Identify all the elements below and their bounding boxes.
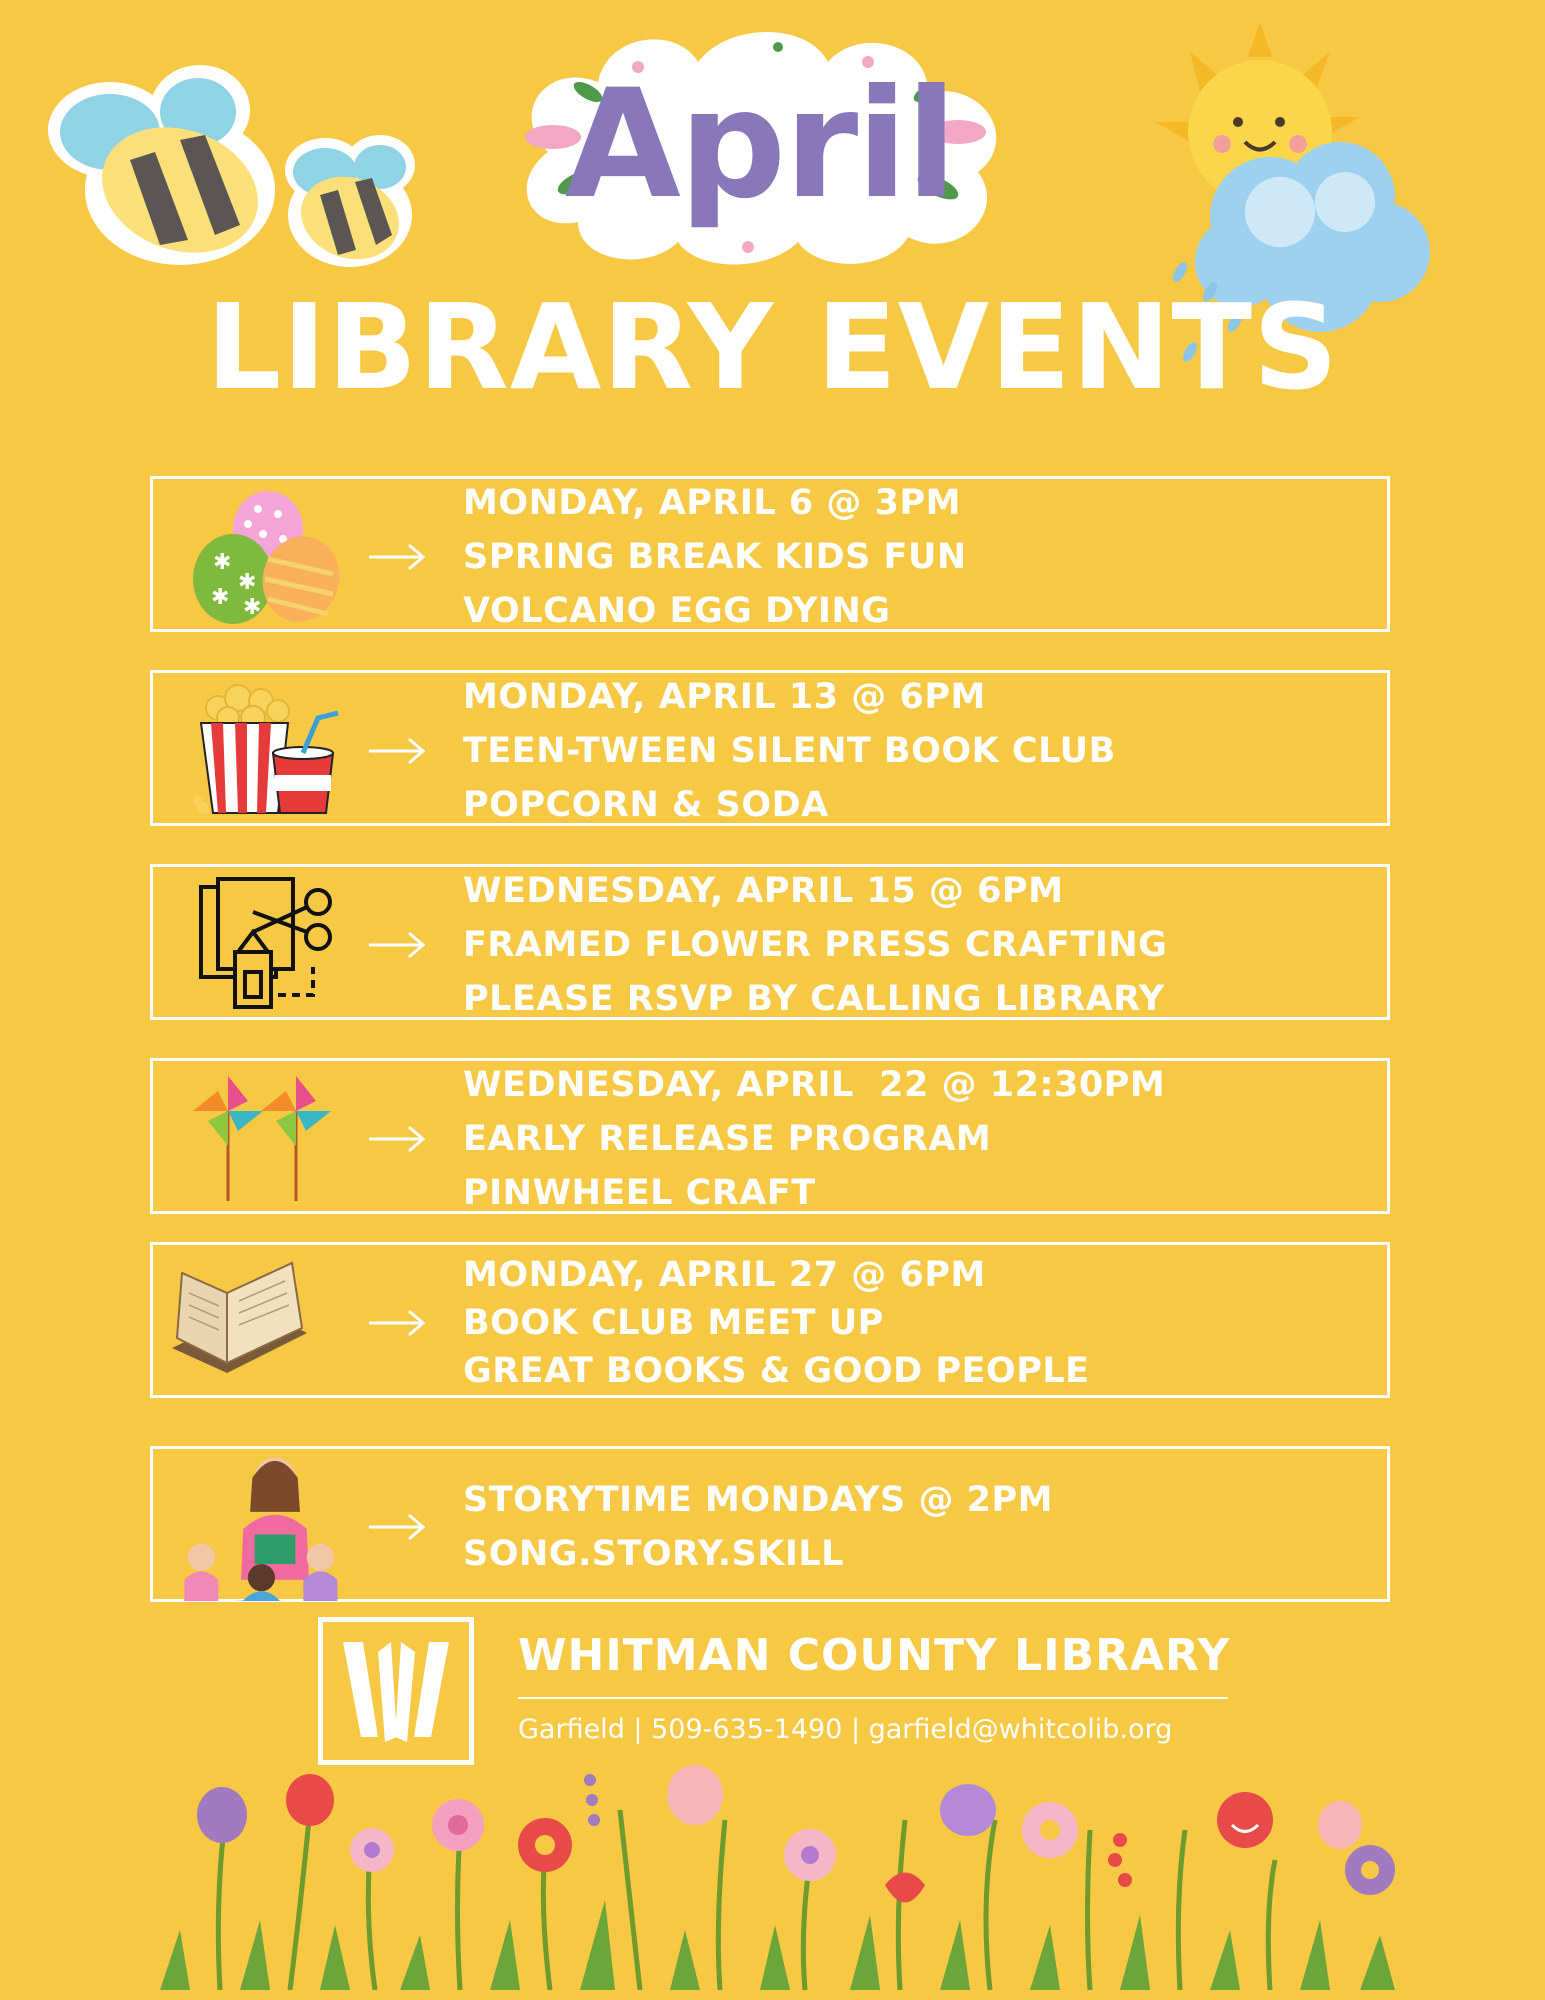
- event-date: MONDAY, APRIL 13 @ 6PM: [463, 677, 986, 717]
- arrow-right-icon: [365, 1507, 429, 1547]
- bees-illustration: [30, 40, 430, 280]
- event-card: [150, 1242, 1390, 1398]
- footer-divider: [518, 1697, 1228, 1699]
- event-card: [150, 670, 1390, 826]
- library-logo-mark: [323, 1622, 469, 1760]
- event-date: WEDNESDAY, APRIL 22 @ 12:30PM: [463, 1065, 1166, 1105]
- event-details: [463, 479, 1363, 635]
- svg-text:✱: ✱: [238, 570, 257, 595]
- event-subtitle: VOLCANO EGG DYING: [463, 591, 891, 631]
- library-events-headline: LIBRARY EVENTS: [206, 278, 1339, 416]
- storytime-icon: [173, 1441, 343, 1601]
- event-subtitle: GREAT BOOKS & GOOD PEOPLE: [463, 1351, 1090, 1391]
- flowers-decoration: [160, 1750, 1420, 1990]
- event-subtitle: POPCORN & SODA: [463, 785, 829, 825]
- event-title: SPRING BREAK KIDS FUN: [463, 537, 967, 577]
- arrow-right-icon: [365, 731, 429, 771]
- library-logo: [318, 1617, 474, 1765]
- event-details: [463, 673, 1363, 829]
- event-title: FRAMED FLOWER PRESS CRAFTING: [463, 925, 1168, 965]
- svg-text:✱: ✱: [211, 585, 230, 610]
- arrow-right-icon: [365, 537, 429, 577]
- event-card: [150, 864, 1390, 1020]
- event-title: EARLY RELEASE PROGRAM: [463, 1119, 992, 1159]
- event-details: [463, 1449, 1363, 1605]
- popcorn-soda-icon: [193, 683, 343, 819]
- event-details: [463, 1245, 1363, 1401]
- easter-eggs-icon: [193, 489, 343, 625]
- pinwheel-icon: [193, 1071, 343, 1207]
- event-subtitle: PLEASE RSVP BY CALLING LIBRARY: [463, 979, 1165, 1019]
- arrow-right-icon: [365, 925, 429, 965]
- craft-scissors-icon: [193, 877, 343, 1013]
- library-contact: Garfield | 509-635-1490 | garfield@whitcolib.org: [518, 1714, 1173, 1745]
- event-details: [463, 867, 1363, 1023]
- event-title: SONG.STORY.SKILL: [463, 1534, 844, 1574]
- arrow-right-icon: [365, 1119, 429, 1159]
- library-name: WHITMAN COUNTY LIBRARY: [518, 1630, 1231, 1681]
- event-details: [463, 1061, 1363, 1217]
- event-date: WEDNESDAY, APRIL 15 @ 6PM: [463, 871, 1064, 911]
- event-card: [150, 476, 1390, 632]
- april-title: April: [564, 58, 956, 232]
- event-card: [150, 1446, 1390, 1602]
- event-date: MONDAY, APRIL 27 @ 6PM: [463, 1255, 986, 1295]
- svg-text:✱: ✱: [213, 550, 232, 575]
- event-date: MONDAY, APRIL 6 @ 3PM: [463, 483, 961, 523]
- open-book-icon: [157, 1253, 327, 1389]
- arrow-right-icon: [365, 1303, 429, 1343]
- svg-text:✱: ✱: [243, 595, 262, 620]
- event-title: TEEN-TWEEN SILENT BOOK CLUB: [463, 731, 1116, 771]
- event-title: BOOK CLUB MEET UP: [463, 1303, 884, 1343]
- event-card: [150, 1058, 1390, 1214]
- event-subtitle: PINWHEEL CRAFT: [463, 1173, 816, 1213]
- event-date: STORYTIME MONDAYS @ 2PM: [463, 1480, 1053, 1520]
